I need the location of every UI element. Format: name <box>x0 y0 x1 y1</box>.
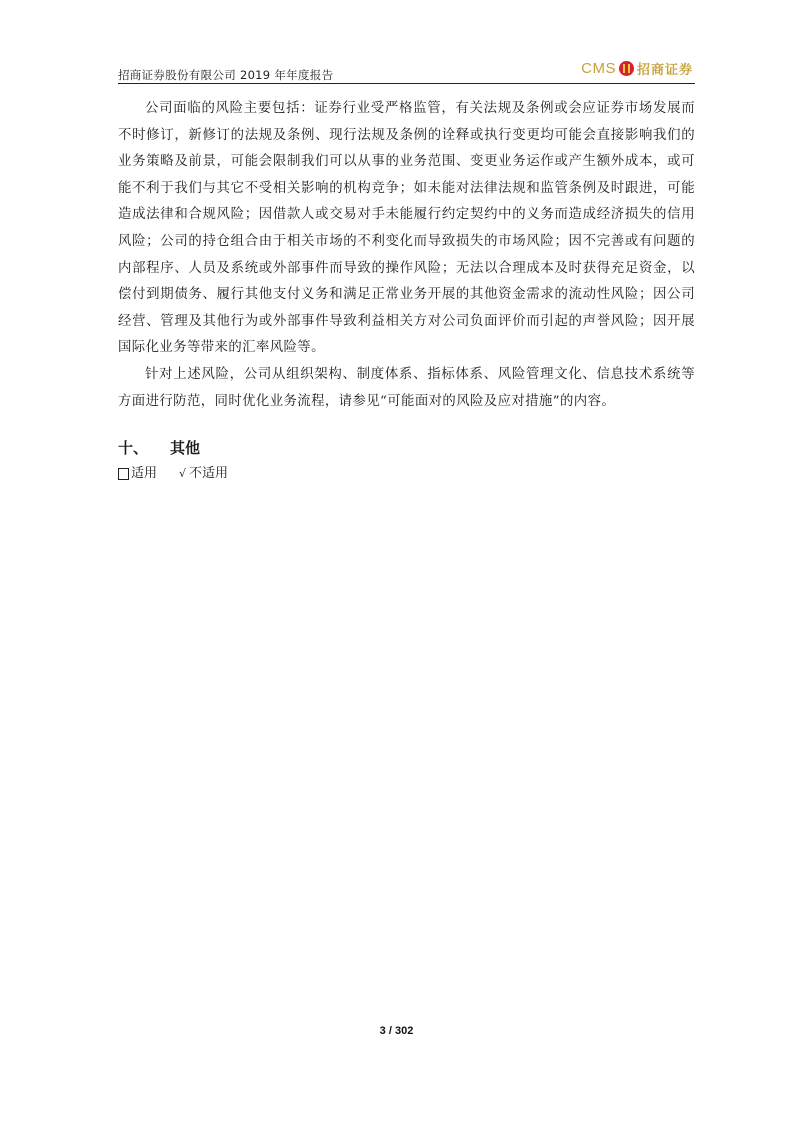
mitigation-paragraph: 针对上述风险，公司从组织架构、制度体系、指标体系、风险管理文化、信息技术系统等方面进行防范，同时优化业务流程，请参见“可能面对的风险及应对措施”的内容。 <box>118 366 695 409</box>
applicable-label: 适用 <box>131 466 158 482</box>
section-title: 其他 <box>170 439 201 458</box>
page-header <box>118 57 695 84</box>
company-logo <box>581 59 693 78</box>
applicability-options <box>118 463 695 485</box>
section-heading <box>118 436 695 460</box>
page-number: 3 / 302 <box>379 1025 414 1037</box>
risk-paragraph: 公司面临的风险主要包括：证券行业受严格监管，有关法规及条例或会应证券市场发展而不时修订，新修订的法规及条例、现行法规及条例的诠释或执行变更均可能会直接影响我们的业务策略及前景，可能会限制我们可以从事的业务范围、变更业务运作或产生额外成本，或可能不利于我们与其它不受相关影响的机构竞争；如未能对法律法规和监管条例及时跟进，可能造成法律和合规风险；因借款人或交易对手未能履行约定契约中的义务而造成经济损失的信用风险；公司的持仓组合由于相关市场的不利变化而导致损失的市场风险；因不完善或有问题的内部程序、人员及系统或外部事件而导致的操作风险；无法以合理成本及时获得充足资金，以偿付到期债务、履行其他支付义务和满足正常业务开展的其他资金需求的流动性风险；因公司经营、管理及其他行为或外部事件导致利益相关方对公司负面评价而引起的声誉风险；因开展国际化业务等带来的汇率风险等。 <box>118 101 695 356</box>
logo-chinese-text: 招商证券 <box>636 63 693 78</box>
logo-emblem-icon <box>619 61 634 76</box>
not-applicable-label: 不适用 <box>189 466 229 482</box>
check-mark-icon: √ <box>179 467 187 481</box>
main-content <box>118 96 695 485</box>
empty-checkbox-icon <box>118 468 129 480</box>
report-title: 招商证券股份有限公司 2019 年年度报告 <box>118 68 334 82</box>
logo-cms-text: CMS <box>581 60 616 77</box>
section-number: 十、 <box>118 439 149 458</box>
